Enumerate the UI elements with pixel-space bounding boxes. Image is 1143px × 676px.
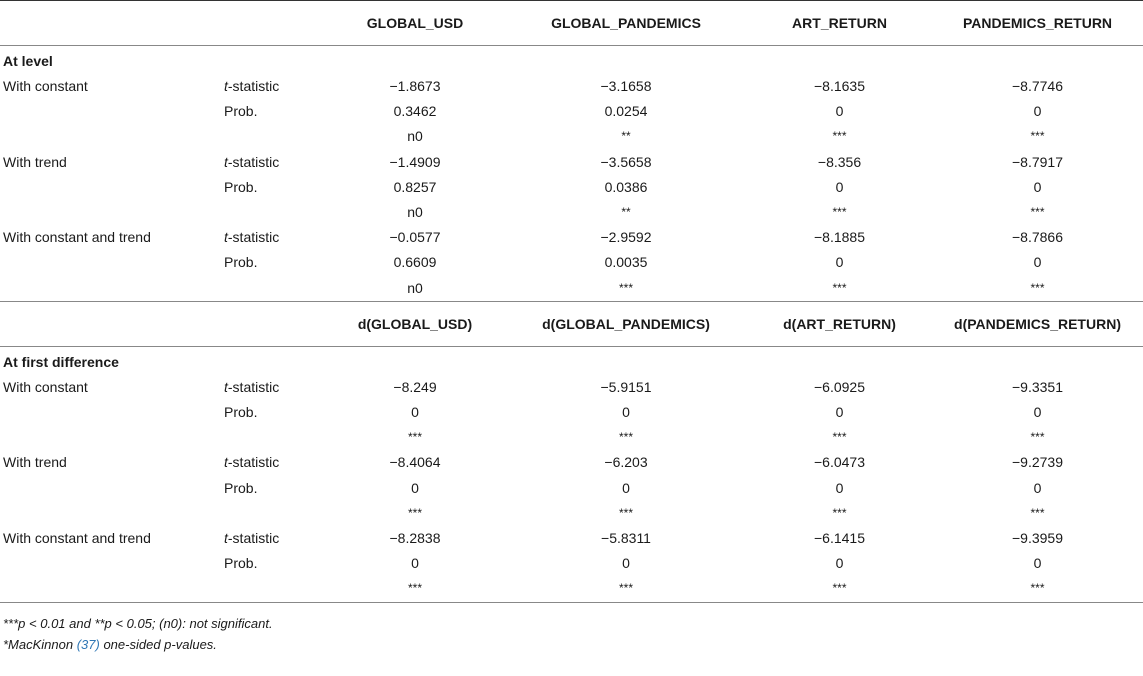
note-mackinnon: *MacKinnon (37) one-sided p-values. [3,636,217,652]
table-cell: 0.8257 [393,178,437,195]
significance-cell: *** [325,576,505,602]
prob-label: Prob. [224,103,258,120]
table-row [0,124,1143,149]
significance-cell: *** [505,276,747,302]
t-statistic-label: t-statistic [224,454,280,471]
table-row [0,276,1143,302]
t-statistic-label: t-statistic [224,378,280,395]
section-title-at-first-difference: At first difference [3,353,119,370]
column-header-d-global-usd: d(GLOBAL_USD) [325,301,505,346]
table-cell: 0.0254 [604,103,648,120]
table-cell: −8.4064 [389,454,441,471]
prob-label: Prob. [224,404,258,421]
table-notes [0,613,1143,655]
section-title-at-level: At level [3,53,53,69]
section-title-row [0,46,1143,75]
table-row [0,400,1143,425]
table-row [0,150,1143,175]
prob-label: Prob. [224,555,258,572]
table-cell: 0.0386 [604,178,648,195]
table-row [0,576,1143,602]
table-cell: 0 [1033,103,1042,120]
table-cell: 0 [622,404,630,421]
significance-cell: n0 [407,128,423,145]
table-cell: 0 [622,479,630,496]
table-cell: 0 [411,404,419,421]
table-cell: 0 [622,555,630,572]
table-cell: −8.2838 [389,530,441,547]
significance-cell: *** [747,576,932,602]
significance-cell: n0 [325,276,505,302]
row-label: With trend [3,153,67,170]
significance-cell: ** [621,129,631,144]
table-cell: 0 [1033,254,1042,271]
significance-cell: *** [832,205,847,220]
table-cell: −5.8311 [601,530,651,547]
row-label: With constant [3,78,88,94]
table-cell: −9.3959 [1012,530,1063,547]
table-cell: −6.1415 [814,530,865,547]
table-cell: 0 [835,254,844,271]
table-cell: −8.7746 [1012,78,1063,94]
t-statistic-label: t-statistic [224,78,280,94]
table-cell: 0 [1033,555,1042,572]
table-cell: 0.0035 [604,254,648,271]
significance-cell: *** [932,276,1143,302]
significance-cell: *** [407,430,422,445]
prob-label: Prob. [224,254,258,271]
significance-cell: *** [618,430,633,445]
table-cell: 0 [411,555,419,572]
significance-cell: *** [1030,430,1045,445]
table-cell: −8.249 [393,378,437,395]
significance-cell: *** [832,430,847,445]
table-cell: 0 [411,479,419,496]
table-cell: −2.9592 [600,229,652,246]
significance-cell: *** [618,505,633,520]
column-header-d-art-return: d(ART_RETURN) [747,301,932,346]
significance-cell: ** [621,205,631,220]
table-cell: 0 [1033,479,1042,496]
table-cell: 0 [1033,178,1042,195]
significance-cell: *** [832,129,847,144]
table-cell: 0 [835,479,844,496]
table-row [0,225,1143,250]
table-cell: −9.3351 [1012,378,1063,395]
column-header-art-return: ART_RETURN [747,1,932,46]
column-header-global-usd: GLOBAL_USD [325,1,505,46]
table-row [0,425,1143,450]
table-cell: 0 [835,404,844,421]
table-cell: −9.2739 [1012,454,1063,471]
significance-cell: *** [832,505,847,520]
table-row [0,74,1143,99]
table-cell: −8.7917 [1012,153,1063,170]
table-cell: 0.3462 [393,103,437,120]
table-cell: −5.9151 [600,378,652,395]
significance-cell: *** [1030,505,1045,520]
significance-cell: *** [505,576,747,602]
table-cell: −6.0473 [814,454,865,471]
table-row [0,99,1143,124]
table-row [0,476,1143,501]
table-row [0,501,1143,526]
prob-label: Prob. [224,479,258,496]
table-cell: −8.1635 [814,78,865,94]
note-significance: ***p < 0.01 and **p < 0.05; (n0): not significant. [3,615,273,631]
header-row-first-difference [0,301,1143,346]
table-cell: 0 [835,555,844,572]
column-header-pandemics-return: PANDEMICS_RETURN [932,1,1143,46]
table-cell: 0.6609 [393,254,437,271]
significance-cell: *** [932,576,1143,602]
table-cell: −6.203 [604,454,648,471]
prob-label: Prob. [224,178,258,195]
table-row [0,450,1143,475]
citation-link[interactable]: (37) [76,636,100,652]
table-cell: −8.356 [817,153,862,170]
row-label: With trend [3,454,67,471]
table-cell: 0 [835,178,844,195]
t-statistic-label: t-statistic [224,229,280,246]
table-row [0,551,1143,576]
table-cell: 0 [1033,404,1042,421]
t-statistic-label: t-statistic [224,153,280,170]
table-cell: −0.0577 [389,229,441,246]
column-header-d-global-pandemics: d(GLOBAL_PANDEMICS) [505,301,747,346]
table-cell: −6.0925 [814,378,865,395]
row-label: With constant and trend [3,530,151,547]
table-cell: −1.4909 [389,153,441,170]
header-row-level [0,1,1143,46]
table-row [0,175,1143,200]
row-label: With constant [3,378,88,395]
table-cell: −8.1885 [814,229,865,246]
t-statistic-label: t-statistic [224,530,280,547]
table-row [0,250,1143,275]
section-title-row [0,346,1143,375]
table-row [0,200,1143,225]
table-cell: −3.5658 [600,153,652,170]
significance-cell: *** [1030,129,1045,144]
row-label: With constant and trend [3,229,151,246]
table-cell: −8.7866 [1012,229,1063,246]
significance-cell: *** [1030,205,1045,220]
table-row [0,375,1143,400]
table-row [0,526,1143,551]
significance-cell: *** [407,505,422,520]
significance-cell: n0 [407,204,423,221]
column-header-d-pandemics-return: d(PANDEMICS_RETURN) [932,301,1143,346]
significance-cell: *** [747,276,932,302]
table-cell: −1.8673 [389,78,441,94]
table-cell: 0 [835,103,844,120]
table-cell: −3.1658 [600,78,652,94]
column-header-global-pandemics: GLOBAL_PANDEMICS [505,1,747,46]
